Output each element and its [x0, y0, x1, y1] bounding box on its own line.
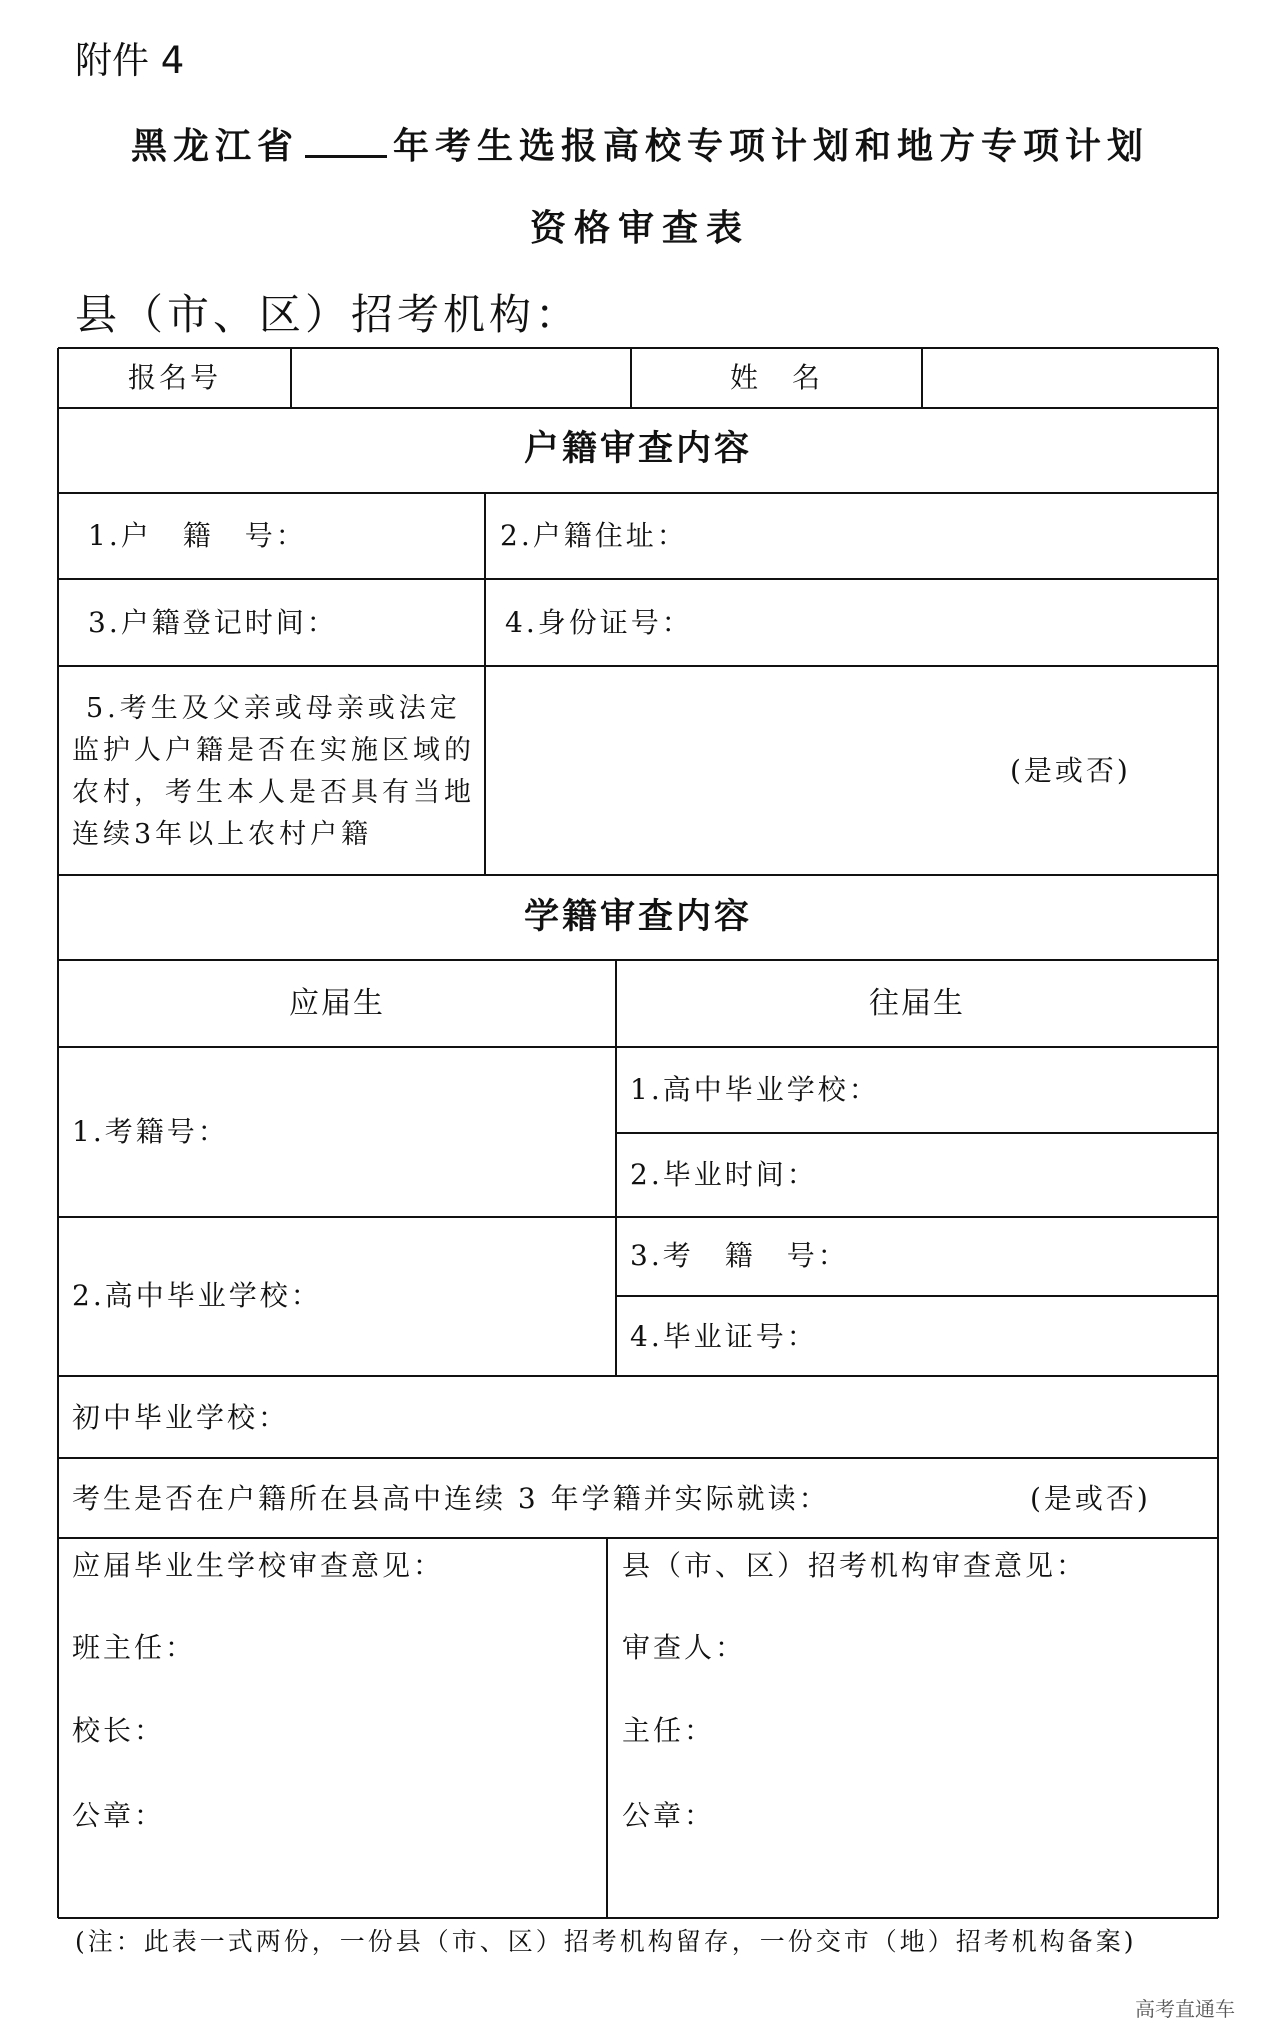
continuous-enrollment-question: 考生是否在户籍所在县高中连续 3 年学籍并实际就读： — [72, 1482, 830, 1515]
rural-household-question: 5.考生及父亲或母亲或法定监护人户籍是否在实施区域的农村，考生本人是否具有当地连续3年以上农村户籍 — [72, 693, 475, 850]
past-graduate-heading: 往届生 — [869, 986, 965, 1021]
agency-seal-label: 公章： — [622, 1799, 716, 1832]
high-school-label: 2.高中毕业学校： — [72, 1279, 322, 1312]
registration-number-label: 报名号 — [127, 361, 221, 394]
principal-label: 校长： — [72, 1714, 166, 1747]
school-review-title: 应届毕业生学校审查意见： — [72, 1549, 445, 1582]
attachment-label: 附件 4 — [75, 39, 185, 82]
title-prefix: 黑龙江省 — [130, 125, 299, 167]
form-subtitle: 资格审查表 — [529, 207, 750, 249]
past-exam-registration-number-label: 3.考 籍 号： — [630, 1239, 849, 1272]
director-label: 主任： — [622, 1714, 716, 1747]
class-teacher-label: 班主任： — [72, 1631, 197, 1664]
graduation-date-label: 2.毕业时间： — [630, 1158, 818, 1191]
student-status-section-heading: 学籍审查内容 — [523, 897, 752, 937]
household-number-label: 1.户 籍 号： — [88, 519, 307, 552]
current-graduate-heading: 应届生 — [289, 986, 385, 1021]
watermark-text: 高考直通车 — [1135, 1997, 1235, 2021]
reviewer-label: 审查人： — [622, 1631, 747, 1664]
exam-registration-number-label: 1.考籍号： — [72, 1115, 229, 1148]
year-blank — [305, 125, 387, 158]
school-seal-label: 公章： — [72, 1799, 166, 1832]
form-title — [0, 118, 1280, 169]
agency-review-title: 县（市、区）招考机构审查意见： — [622, 1549, 1088, 1582]
household-yes-no-hint: (是或否) — [1010, 754, 1131, 787]
household-section-heading: 户籍审查内容 — [523, 429, 752, 469]
id-number-label: 4.身份证号： — [505, 606, 693, 639]
diploma-number-label: 4.毕业证号： — [630, 1320, 818, 1353]
name-label: 姓 名 — [729, 361, 823, 394]
household-address-label: 2.户籍住址： — [500, 519, 688, 552]
county-agency-label: 县（市、区）招考机构： — [75, 290, 582, 339]
past-high-school-label: 1.高中毕业学校： — [630, 1073, 880, 1106]
title-suffix: 年考生选报高校专项计划和地方专项计划 — [393, 125, 1150, 167]
footnote: (注：此表一式两份，一份县（市、区）招考机构留存，一份交市（地）招考机构备案) — [75, 1927, 1137, 1956]
enrollment-yes-no-hint: (是或否) — [1030, 1482, 1151, 1515]
household-registration-date-label: 3.户籍登记时间： — [88, 606, 338, 639]
junior-high-school-label: 初中毕业学校： — [72, 1401, 290, 1434]
